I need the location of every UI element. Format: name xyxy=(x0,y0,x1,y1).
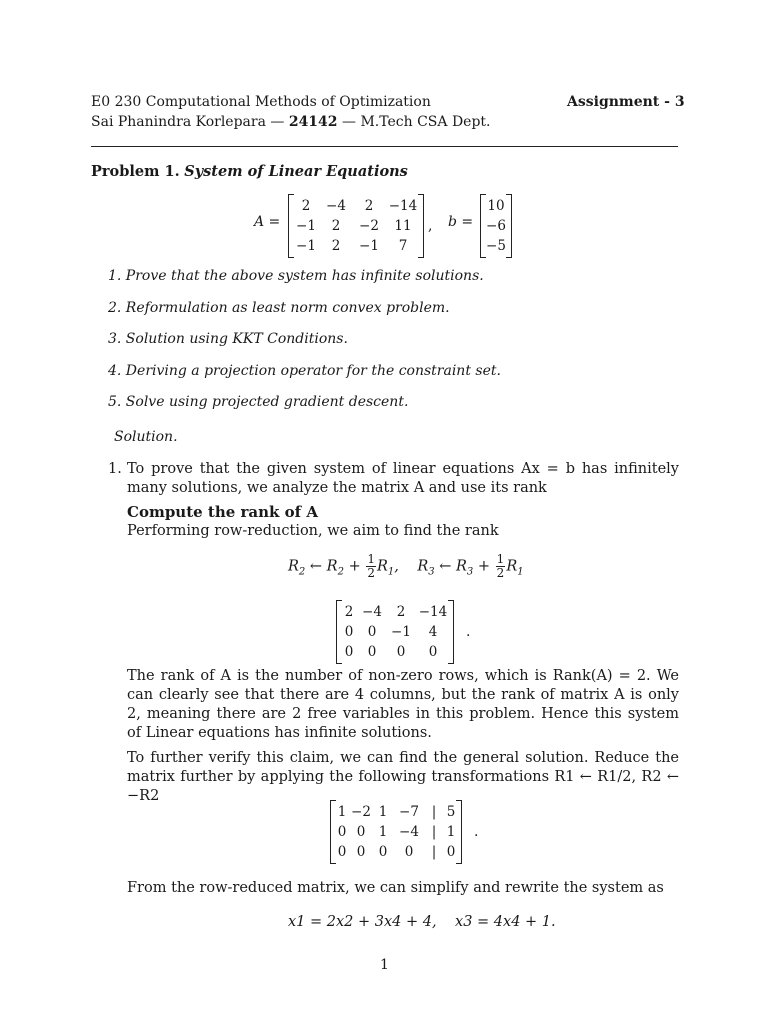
matrix-cell: 0 xyxy=(337,844,347,860)
task-item: 2. Reformulation as least norm convex problem. xyxy=(108,300,450,316)
problem-title: System of Linear Equations xyxy=(184,163,408,180)
problem-label: Problem 1. xyxy=(91,163,180,180)
task-item: 4. Deriving a projection operator for the constraint set. xyxy=(108,363,501,379)
matrix-cell: 7 xyxy=(398,238,408,254)
author-name: Sai Phanindra Korlepara — xyxy=(91,114,289,130)
matrix-cell: −14 xyxy=(418,604,448,620)
matrix-cell: 1 xyxy=(446,824,456,840)
solution-item-number: 1. xyxy=(108,461,122,477)
matrix-cell: 2 xyxy=(364,198,374,214)
matrix-cell: −1 xyxy=(296,238,316,254)
matrix-cell: 11 xyxy=(394,218,412,234)
from-text: From the row-reduced matrix, we can simplify and rewrite the system as xyxy=(127,880,664,896)
bracket-corner xyxy=(331,800,336,801)
task-item: 5. Solve using projected gradient descent. xyxy=(108,394,409,410)
rank-intro: Performing row-reduction, we aim to find the rank xyxy=(127,523,499,539)
matrix-cell: 0 xyxy=(404,844,414,860)
matrix-cell: −1 xyxy=(391,624,411,640)
matrix-cell: 0 xyxy=(356,824,366,840)
row-operations: $R_2$ ← $R_2$ + $\frac{1}{2}$ $R_1$, $R_3$ ← $R_3$ + $\frac{1}{2}$ $R_1$ xyxy=(288,552,524,580)
matrix-cell: 0 xyxy=(446,844,456,860)
matrix-cell: 4 xyxy=(428,624,438,640)
reduced-matrix-1 xyxy=(336,600,454,664)
bracket-corner xyxy=(456,800,461,801)
bracket-corner xyxy=(506,257,511,258)
matrix-cell: 0 xyxy=(367,644,377,660)
period-mark: . xyxy=(474,824,479,840)
matrix-cell: 0 xyxy=(344,644,354,660)
assignment-label: Assignment - 3 xyxy=(567,94,685,110)
fraction-half: $\frac{1}{2}$ xyxy=(367,552,375,580)
bracket-corner xyxy=(481,194,486,195)
matrix-a xyxy=(288,194,424,258)
course-title: E0 230 Computational Methods of Optimization xyxy=(91,94,431,110)
matrix-cell: | xyxy=(431,824,437,840)
matrix-cell: 1 xyxy=(378,804,388,820)
matrix-cell: −4 xyxy=(399,824,419,840)
matrix-a-label: A = xyxy=(254,214,281,230)
bracket-corner xyxy=(337,663,342,664)
further-verification: To further verify this claim, we can find the general solution. Reduce the matrix further by applying the following transformations R1 ← R1/2, R2 ← −R2 xyxy=(127,750,679,804)
header-rule xyxy=(91,146,678,147)
reduced-matrix-2 xyxy=(330,800,462,864)
bracket-corner xyxy=(289,194,294,195)
matrix-cell: | xyxy=(431,844,437,860)
bracket-corner xyxy=(337,600,342,601)
task-item: 1. Prove that the above system has infinite solutions. xyxy=(108,268,484,284)
matrix-cell: −6 xyxy=(486,218,506,234)
final-equation: x1 = 2x2 + 3x4 + 4, x3 = 4x4 + 1. xyxy=(288,914,556,930)
solution-label: Solution. xyxy=(114,429,178,445)
matrix-cell: 0 xyxy=(428,644,438,660)
solution-intro-paragraph: To prove that the given system of linear equations Ax = b has infinitely many solutions, we analyze the matrix A and use its rank xyxy=(127,461,679,496)
bracket-corner xyxy=(289,257,294,258)
matrix-cell: −14 xyxy=(388,198,418,214)
bracket-corner xyxy=(481,257,486,258)
bracket-corner xyxy=(418,257,423,258)
matrix-cell: −4 xyxy=(362,604,382,620)
bracket-corner xyxy=(448,600,453,601)
bracket-corner xyxy=(456,863,461,864)
fraction-half: $\frac{1}{2}$ xyxy=(496,552,505,580)
matrix-cell: −4 xyxy=(326,198,346,214)
matrix-cell: 1 xyxy=(378,824,388,840)
bracket-corner xyxy=(418,194,423,195)
matrix-cell: −1 xyxy=(296,218,316,234)
matrix-cell: 2 xyxy=(344,604,354,620)
bracket-corner xyxy=(448,663,453,664)
author-id: 24142 xyxy=(288,114,338,130)
bracket-corner xyxy=(331,863,336,864)
matrix-cell: −2 xyxy=(351,804,371,820)
period-mark: . xyxy=(466,624,471,640)
matrix-cell: 0 xyxy=(356,844,366,860)
author-dept: — M.Tech CSA Dept. xyxy=(337,114,491,130)
vector-b xyxy=(480,194,512,258)
matrix-cell: 0 xyxy=(337,824,347,840)
matrix-cell: 5 xyxy=(446,804,456,820)
matrix-cell: 2 xyxy=(331,238,341,254)
matrix-cell: 0 xyxy=(344,624,354,640)
matrix-cell: 10 xyxy=(487,198,505,214)
author-line xyxy=(91,114,491,130)
matrix-cell: | xyxy=(431,804,437,820)
matrix-cell: 0 xyxy=(378,844,388,860)
matrix-cell: −1 xyxy=(359,238,379,254)
matrix-cell: 2 xyxy=(396,604,406,620)
matrix-cell: −2 xyxy=(359,218,379,234)
bracket-corner xyxy=(506,194,511,195)
matrix-cell: 0 xyxy=(367,624,377,640)
matrix-cell: −5 xyxy=(486,238,506,254)
task-item: 3. Solution using KKT Conditions. xyxy=(108,331,348,347)
matrix-b-label: b = xyxy=(448,214,474,230)
matrix-cell: 0 xyxy=(396,644,406,660)
matrix-cell: 2 xyxy=(301,198,311,214)
matrix-comma: , xyxy=(428,218,433,234)
matrix-cell: −7 xyxy=(399,804,419,820)
page-number: 1 xyxy=(380,957,389,973)
problem-heading xyxy=(91,162,408,182)
rank-explanation: The rank of A is the number of non-zero rows, which is Rank(A) = 2. We can clearly see that there are 4 columns, but the rank of matrix A is only 2, meaning there are 2 free variables in this problem. Hence this system of Linear equations has infinite solutions. xyxy=(127,668,679,741)
matrix-cell: 2 xyxy=(331,218,341,234)
matrix-cell: 1 xyxy=(337,804,347,820)
rank-heading: Compute the rank of A xyxy=(127,503,318,521)
